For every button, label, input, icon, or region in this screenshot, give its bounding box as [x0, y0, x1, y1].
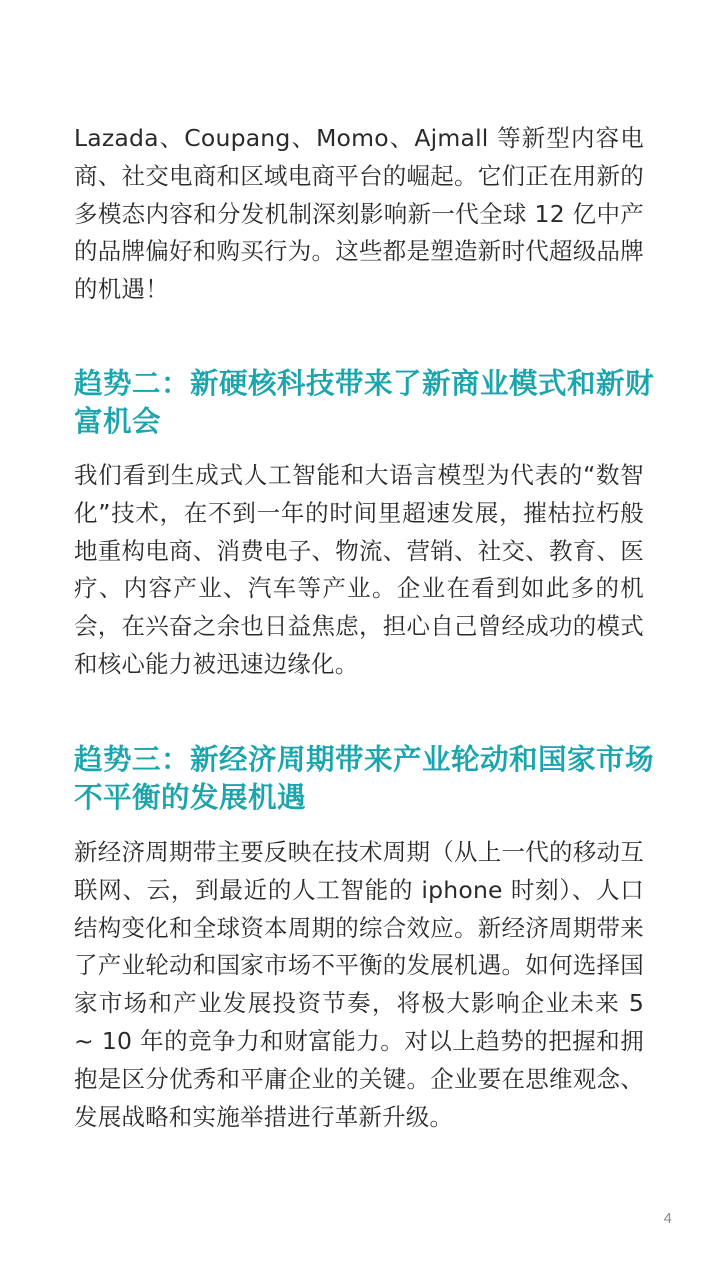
section-heading-trend-two: 趋势二：新硬核科技带来了新商业模式和新财富机会 [74, 367, 655, 438]
section-paragraph-trend-three: 新经济周期带主要反映在技术周期（从上一代的移动互联网、云，到最近的人工智能的 iphone 时刻）、人口结构变化和全球资本周期的综合效应。新经济周期带来了产业轮动和国家市场不平衡的发展机遇。如何选择国家市场和产业发展投资节奏，将极大影响企业未来 5 ~ 10 年的竞争力和财富能力。对以上趋势的把握和拥抱是区分优秀和平庸企业的关键。企业要在思维观念、发展战略和实施举措进行革新升级。 [74, 838, 644, 1131]
section-heading-trend-three: 趋势三：新经济周期带来产业轮动和国家市场不平衡的发展机遇 [74, 743, 655, 814]
section-paragraph-trend-two: 我们看到生成式人工智能和大语言模型为代表的“数智化”技术，在不到一年的时间里超速发展，摧枯拉朽般地重构电商、消费电子、物流、营销、社交、教育、医疗、内容产业、汽车等产业。企业在看到如此多的机会，在兴奋之余也日益焦虑，担心自己曾经成功的模式和核心能力被迅速边缘化。 [74, 461, 644, 678]
intro-paragraph: Lazada、Coupang、Momo、Ajmall 等新型内容电商、社交电商和区域电商平台的崛起。它们正在用新的多模态内容和分发机制深刻影响新一代全球 12 亿中产的品牌偏好和购买行为。这些都是塑造新时代超级品牌的机遇！ [74, 124, 644, 304]
page-number: 4 [663, 1210, 672, 1227]
